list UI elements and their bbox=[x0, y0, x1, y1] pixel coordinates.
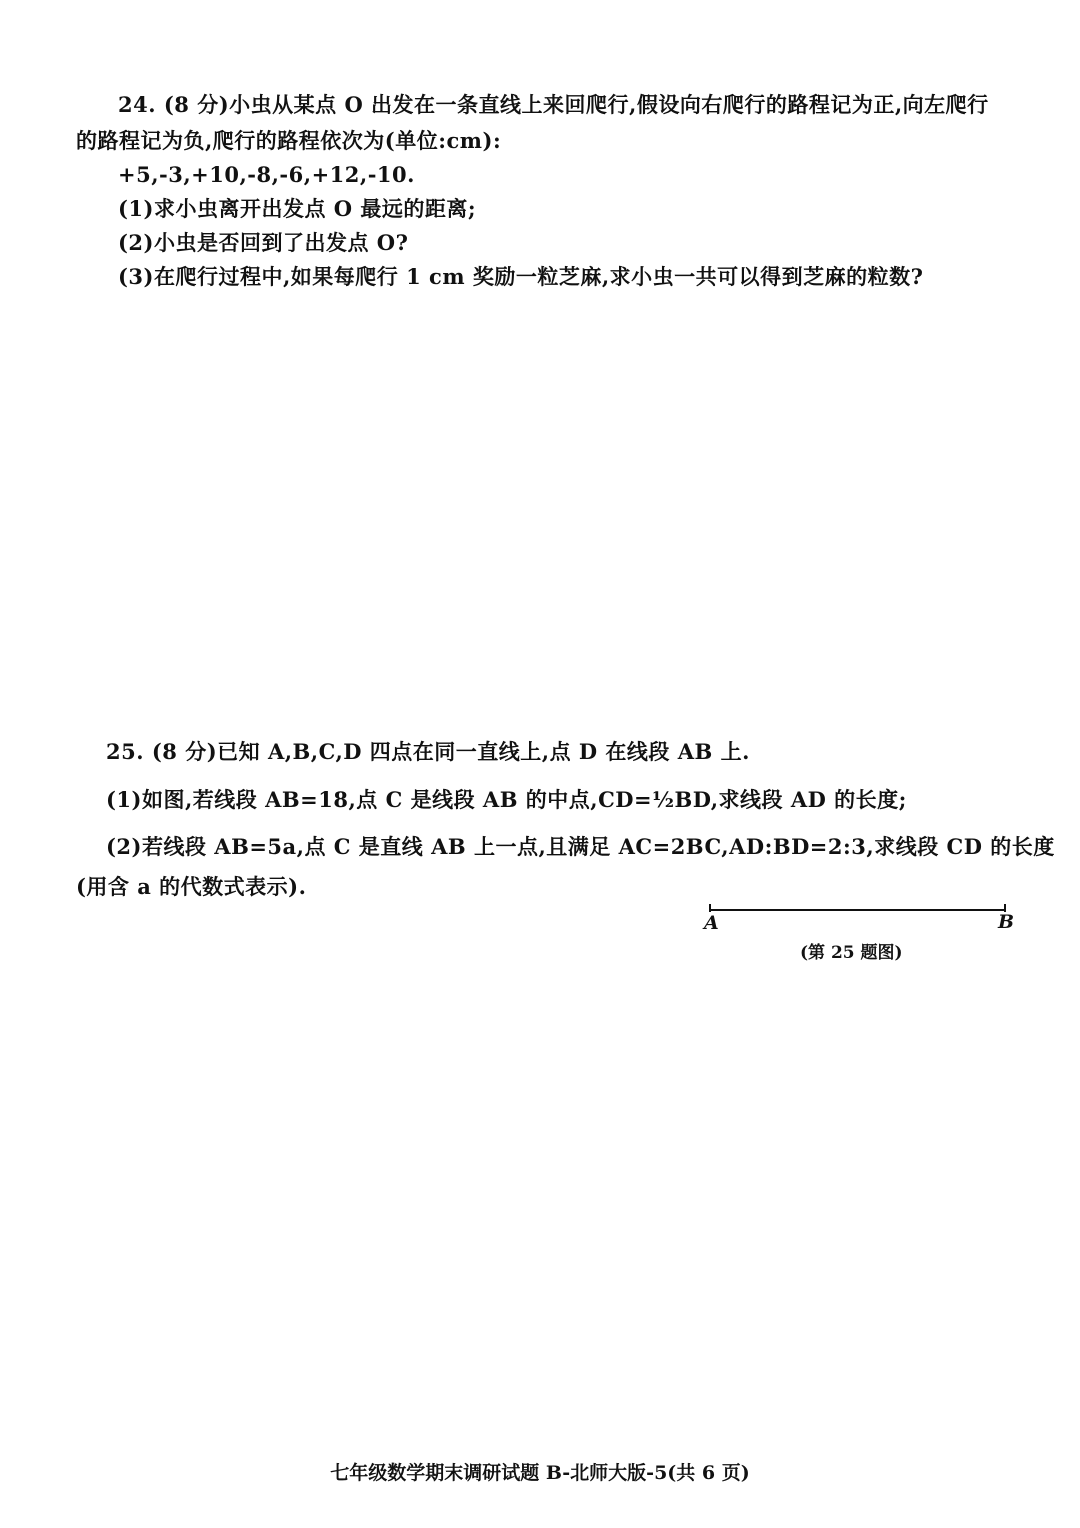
q24-stem-line1: 24. (8 分)小虫从某点 O 出发在一条直线上来回爬行,假设向右爬行的路程记为正,向左爬行 bbox=[118, 92, 989, 117]
q25-part2-line1: (2)若线段 AB=5a,点 C 是直线 AB 上一点,且满足 AC=2BC,AD:BD=2:3,求线段 CD 的长度 bbox=[106, 834, 1055, 859]
point-b-label: B bbox=[998, 911, 1015, 933]
q24-part1: (1)求小虫离开出发点 O 最远的距离; bbox=[118, 196, 477, 221]
q25-part1: (1)如图,若线段 AB=18,点 C 是线段 AB 的中点,CD=½BD,求线段 AD 的长度; bbox=[106, 787, 907, 812]
point-a-label: A bbox=[704, 912, 719, 934]
q24-stem-line2: 的路程记为负,爬行的路程依次为(单位:cm): bbox=[76, 128, 502, 153]
page-footer: 七年级数学期末调研试题 B-北师大版-5(共 6 页) bbox=[330, 1462, 750, 1484]
q24-part3: (3)在爬行过程中,如果每爬行 1 cm 奖励一粒芝麻,求小虫一共可以得到芝麻的粒数? bbox=[118, 264, 924, 289]
q24-distances: +5,-3,+10,-8,-6,+12,-10. bbox=[118, 162, 415, 187]
q25-part2-line2: (用含 a 的代数式表示). bbox=[76, 874, 307, 899]
figure-caption: (第 25 题图) bbox=[800, 943, 903, 963]
q25-segment-figure bbox=[700, 890, 1020, 930]
q24-part2: (2)小虫是否回到了出发点 O? bbox=[118, 230, 409, 255]
q25-stem: 25. (8 分)已知 A,B,C,D 四点在同一直线上,点 D 在线段 AB 上. bbox=[106, 739, 750, 764]
